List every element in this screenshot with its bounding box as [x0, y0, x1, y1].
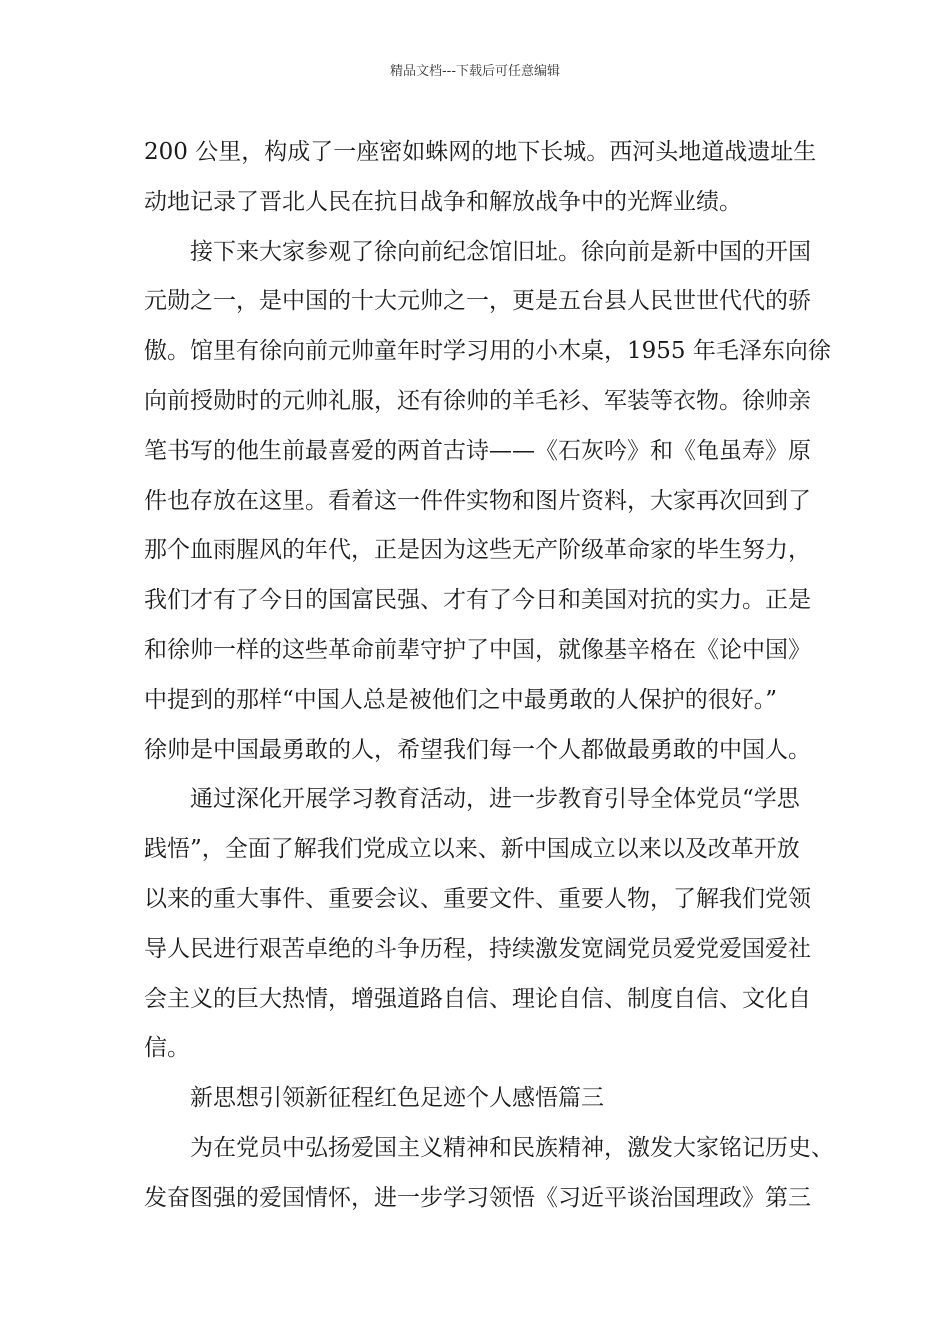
text-line: 笔书写的他生前最喜爱的两首古诗——《石灰吟》和《龟虽寿》原: [144, 437, 811, 464]
text-line: 为在党员中弘扬爱国主义精神和民族精神，激发大家铭记历史、: [190, 1134, 834, 1161]
page-header: 精品文档---下载后可任意编辑: [389, 64, 561, 79]
text-line: 导人民进行艰苦卓绝的斗争历程，持续激发宽阔党员爱党爱国爱社: [144, 935, 811, 962]
body-text: [144, 128, 834, 1224]
text-line: 以来的重大事件、重要会议、重要文件、重要人物，了解我们党领: [144, 885, 811, 912]
text-line: 接下来大家参观了徐向前纪念馆旧址。徐向前是新中国的开国: [190, 238, 811, 265]
text-line: 傲。馆里有徐向前元帅童年时学习用的小木桌，1955 年毛泽东向徐: [144, 338, 831, 365]
text-line: 会主义的巨大热情，增强道路自信、理论自信、制度自信、文化自: [144, 985, 811, 1012]
text-line: 践悟”，全面了解我们党成立以来、新中国成立以来以及改革开放: [144, 836, 800, 863]
text-line: 那个血雨腥风的年代，正是因为这些无产阶级革命家的毕生努力，: [144, 537, 811, 564]
text-line: 件也存放在这里。看着这一件件实物和图片资料，大家再次回到了: [144, 487, 811, 514]
text-line: 发奋图强的爱国情怀，进一步学习领悟《习近平谈治国理政》第三: [144, 1184, 811, 1211]
text-line: 通过深化开展学习教育活动，进一步教育引导全体党员“学思: [190, 786, 800, 813]
text-line: 中提到的那样“中国人总是被他们之中最勇敢的人保护的很好。”: [144, 686, 778, 713]
text-line: 徐帅是中国最勇敢的人，希望我们每一个人都做最勇敢的中国人。: [144, 736, 811, 763]
text-line: 向前授勋时的元帅礼服，还有徐帅的羊毛衫、军装等衣物。徐帅亲: [144, 387, 811, 414]
text-line: 元勋之一，是中国的十大元帅之一，更是五台县人民世世代代的骄: [144, 288, 811, 315]
text-line: 信。: [144, 1035, 190, 1062]
text-line: 200 公里，构成了一座密如蛛网的地下长城。西河头地道战遗址生: [144, 139, 817, 165]
text-line: 新思想引领新征程红色足迹个人感悟篇三: [190, 1085, 604, 1112]
text-line: 动地记录了晋北人民在抗日战争和解放战争中的光辉业绩。: [144, 188, 742, 215]
text-line: 我们才有了今日的国富民强、才有了今日和美国对抗的实力。正是: [144, 587, 811, 614]
text-line: 和徐帅一样的这些革命前辈守护了中国，就像基辛格在《论中国》: [144, 636, 811, 663]
